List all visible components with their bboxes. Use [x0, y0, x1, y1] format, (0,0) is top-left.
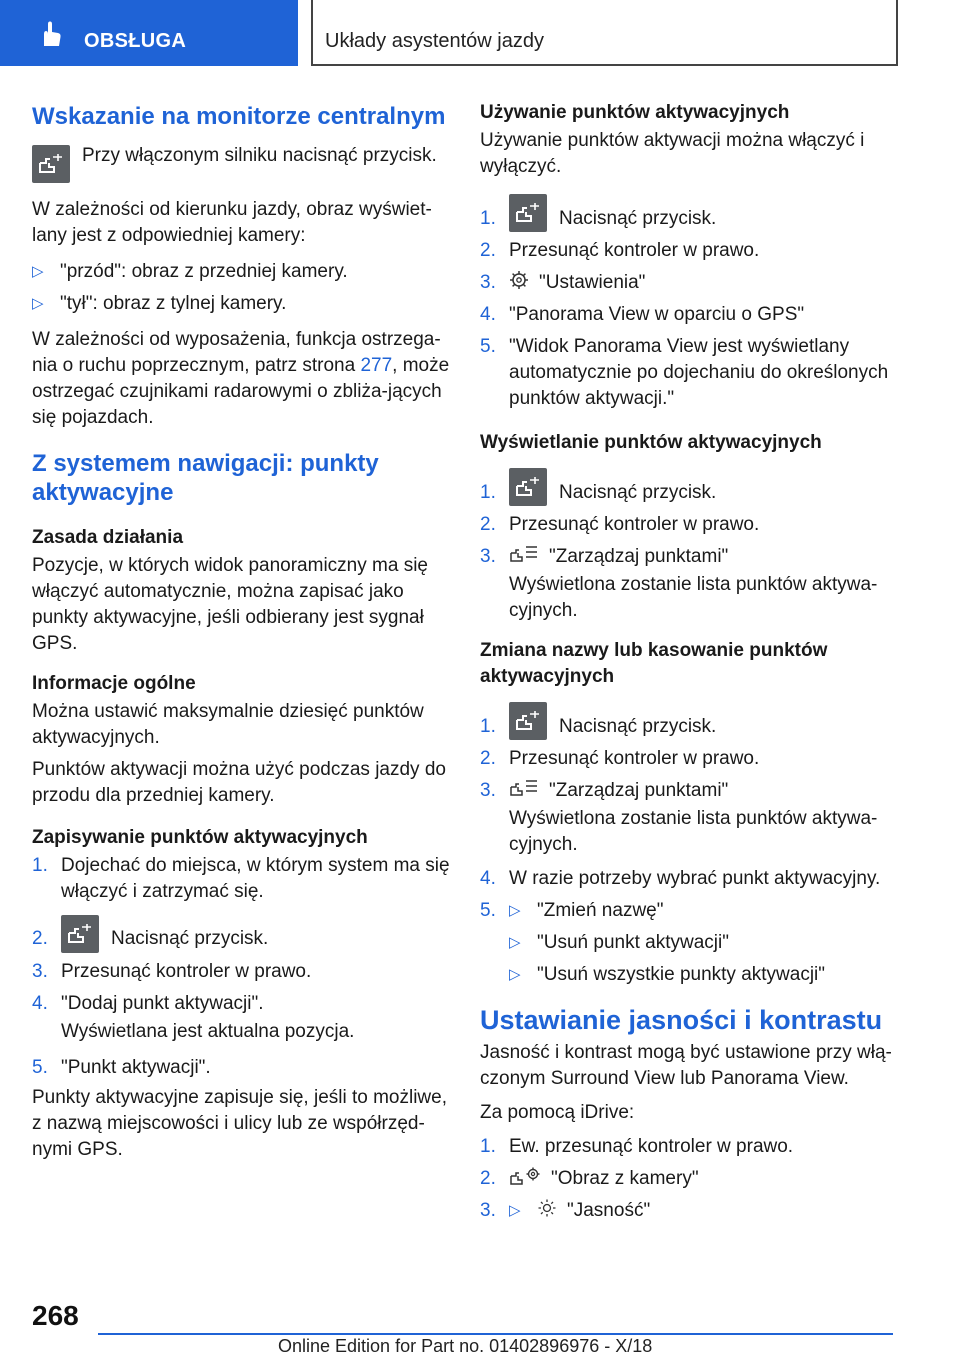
- chapter-title: Układy asystentów jazdy: [325, 30, 544, 52]
- triangle-bullet-icon: ▷: [509, 1202, 521, 1219]
- principle-text: Pozycje, w których widok panoramiczny ma się włączyć automatycznie, można zapisać jako punkty aktywacyjne, jeśli odbierany jest sygnał GPS.: [32, 555, 428, 654]
- list-item: 2. Przesunąć kontroler w prawo.: [480, 748, 760, 769]
- bullet-rear: ▷ "tył": obraz z tylnej kamery.: [32, 291, 450, 317]
- list-item: 3. "Ustawienia": [480, 272, 646, 293]
- heading-general: Informacje ogólne: [32, 673, 196, 694]
- heading-navigation: Z systemem nawigacji: punkty aktywacyjne: [32, 450, 379, 506]
- general-text-2: Punktów aktywacji można użyć podczas jazdy do przodu dla przedniej kamery.: [32, 759, 446, 806]
- saved-text: Punkty aktywacyjne zapisuje się, jeśli to możliwe, z nazwą miejscowości i ulicy lub ze współrzęd‐nymi GPS.: [32, 1087, 448, 1160]
- triangle-bullet-icon: ▷: [32, 295, 44, 312]
- section-title: OBSŁUGA: [84, 30, 187, 52]
- press-text: Przy włączonym silniku nacisnąć przycisk.: [82, 145, 437, 166]
- list-item: 3. ▷ "Jasność": [480, 1198, 900, 1224]
- idrive-text: Za pomocą iDrive:: [480, 1102, 635, 1123]
- step-note: Wyświetlona zostanie lista punktów aktywa‐cyjnych.: [509, 574, 878, 621]
- list-item: 3. "Zarządzaj punktami": [480, 780, 729, 801]
- list-item: 1. Nacisnąć przycisk.: [480, 702, 900, 740]
- camera-button-icon: [509, 194, 547, 232]
- brightness-icon: [537, 1198, 557, 1218]
- hand-icon: [34, 20, 64, 50]
- right-column: [480, 100, 900, 1230]
- list-item: 1. Dojechać do miejsca, w którym system ma się włączyć i zatrzymać się.: [32, 855, 450, 902]
- triangle-bullet-icon: ▷: [509, 902, 521, 919]
- equipment-text: W zależności od wyposażenia, funkcja ostrzega‐nia o ruchu poprzecznym, patrz strona 277, może ostrzegać czujnikami radarowymi o zbliża‐jących się pojazdach.: [32, 329, 450, 428]
- triangle-bullet-icon: ▷: [509, 934, 521, 951]
- edition-text: Online Edition for Part no. 01402896976 - X/18: [278, 1336, 653, 1356]
- page-number: 268: [32, 1300, 79, 1331]
- camera-button-icon: [32, 145, 70, 183]
- list-item: 1. Nacisnąć przycisk.: [480, 468, 900, 506]
- heading-using: Używanie punktów aktywacyjnych: [480, 102, 790, 123]
- section-tab: [0, 0, 298, 66]
- list-item: ▷ "Usuń wszystkie punkty aktywacji": [480, 962, 900, 988]
- brightness-text: Jasność i kontrast mogą być ustawione przy włą‐czonym Surround View lub Panorama View.: [480, 1042, 892, 1089]
- triangle-bullet-icon: ▷: [509, 966, 521, 983]
- gear-icon: [509, 270, 529, 290]
- list-item: 2. Przesunąć kontroler w prawo.: [480, 240, 760, 261]
- list-item: 3. "Zarządzaj punktami": [480, 546, 729, 567]
- list-item: 4. "Panorama View w oparciu o GPS": [480, 304, 805, 325]
- step-note: Wyświetlona zostanie lista punktów aktywa‐cyjnych.: [509, 808, 878, 855]
- direction-text: W zależności od kierunku jazdy, obraz wyświet‐lany jest z odpowiedniej kamery:: [32, 199, 432, 246]
- heading-saving: Zapisywanie punktów aktywacyjnych: [32, 827, 368, 848]
- step-note: Wyświetlana jest aktualna pozycja.: [61, 1021, 355, 1042]
- list-item: 2. Nacisnąć przycisk.: [32, 915, 450, 953]
- list-item: 1. Ew. przesunąć kontroler w prawo.: [480, 1136, 794, 1157]
- using-text: Używanie punktów aktywacji można włączyć i wyłączyć.: [480, 130, 865, 177]
- list-item: 4. W razie potrzeby wybrać punkt aktywacyjny.: [480, 868, 881, 889]
- list-item: ▷ "Usuń punkt aktywacji": [480, 930, 900, 956]
- list-item: 2. "Obraz z kamery": [480, 1168, 699, 1189]
- heading-principle: Zasada działania: [32, 527, 184, 548]
- camera-button-icon: [509, 468, 547, 506]
- press-instruction: [32, 141, 450, 183]
- heading-display: Wyświetlanie punktów aktywacyjnych: [480, 432, 822, 453]
- bullet-front: ▷ "przód": obraz z przedniej kamery.: [32, 259, 450, 285]
- chapter-tab: [311, 0, 898, 66]
- manage-points-icon: [509, 778, 539, 798]
- list-item: 5. ▷ "Zmień nazwę": [480, 898, 900, 924]
- heading-rename: Zmiana nazwy lub kasowanie punktów aktywacyjnych: [480, 640, 828, 687]
- camera-settings-icon: [509, 1166, 541, 1186]
- general-text-1: Można ustawić maksymalnie dziesięć punktów aktywacyjnych.: [32, 701, 424, 748]
- list-item: 4. "Dodaj punkt aktywacji".: [32, 993, 264, 1014]
- left-column: [32, 100, 450, 1173]
- heading-brightness: Ustawianie jasności i kontrastu: [480, 1005, 883, 1035]
- list-item: 3. Przesunąć kontroler w prawo.: [32, 961, 312, 982]
- list-item: 2. Przesunąć kontroler w prawo.: [480, 514, 760, 535]
- list-item: 5. "Punkt aktywacji".: [32, 1057, 211, 1078]
- heading-central-monitor: Wskazanie na monitorze centralnym: [32, 103, 446, 130]
- camera-button-icon: [61, 915, 99, 953]
- page-link[interactable]: 277: [360, 355, 393, 376]
- camera-button-icon: [509, 702, 547, 740]
- triangle-bullet-icon: ▷: [32, 263, 44, 280]
- manage-points-icon: [509, 544, 539, 564]
- list-item: 5. "Widok Panorama View jest wyświetlany automatycznie po dojechaniu do określonych punktów aktywacji.": [480, 336, 889, 409]
- list-item: 1. Nacisnąć przycisk.: [480, 194, 900, 232]
- footer-divider: [98, 1333, 893, 1335]
